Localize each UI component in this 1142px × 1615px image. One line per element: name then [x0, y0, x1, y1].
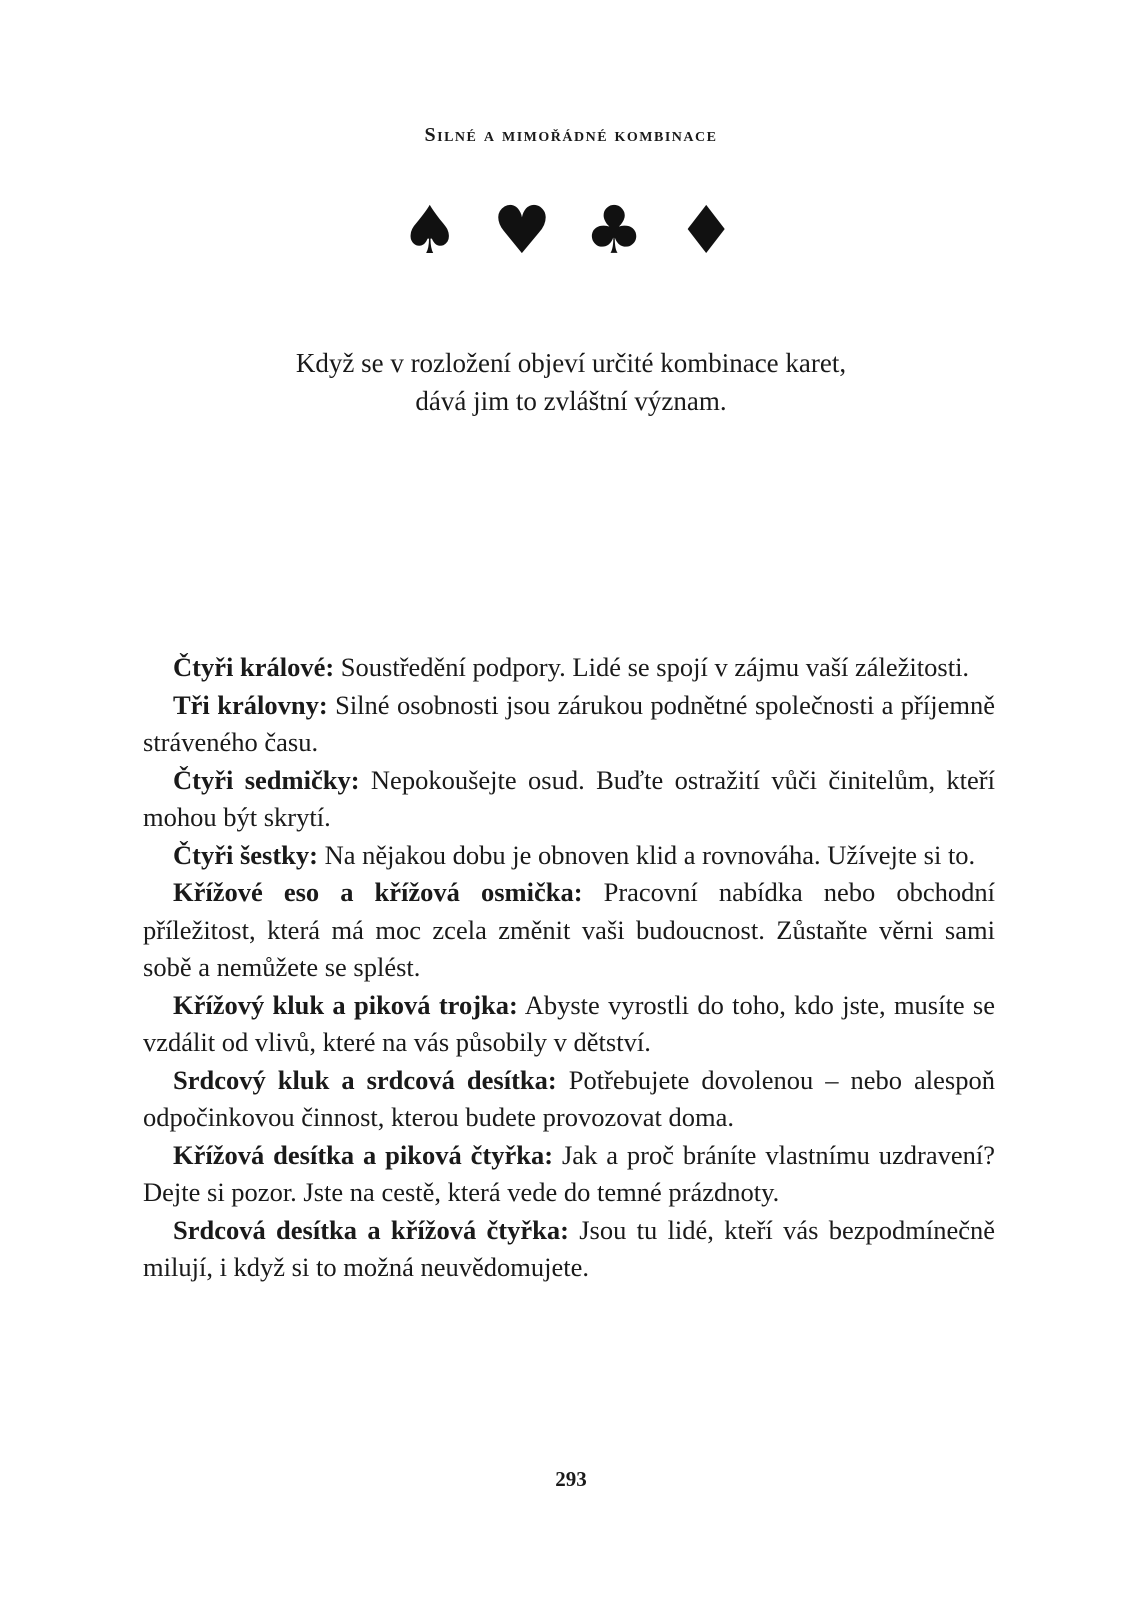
entry-term: Čtyři králové:: [173, 652, 335, 682]
entry-text: Silné osobnosti jsou zárukou podnětné společnosti a příjemně stráveného času.: [143, 689, 995, 757]
entry-term: Křížový kluk a piková trojka:: [173, 989, 518, 1020]
intro-line: dává jim to zvláštní význam.: [415, 386, 727, 416]
entry-text: Nepokoušejte osud. Buďte ostražití vůči činitelům, kteří mohou být skrytí.: [143, 764, 995, 832]
entry-text: Na nějakou dobu je obnoven klid a rovnováha. Užívejte si to.: [318, 839, 976, 870]
entry-term: Tři královny:: [173, 689, 328, 720]
spade-icon: ♠: [400, 192, 466, 269]
entry-text: Abyste vyrostli do toho, kdo jste, musíte se vzdálit od vlivů, které na vás působily v dětství.: [143, 989, 995, 1057]
combination-entry: [143, 687, 995, 762]
combination-entry: [143, 874, 995, 987]
entry-text: Jsou tu lidé, kteří vás bezpodmínečně milují, i když si to možná neuvědomujete.: [143, 1214, 995, 1282]
combination-entry: [143, 762, 995, 837]
combination-entry: [143, 837, 995, 875]
combination-entry: [143, 1062, 995, 1137]
entry-text: Jak a proč bráníte vlastnímu uzdravení? Dejte si pozor. Jste na cestě, která vede do temné prázdnoty.: [143, 1139, 995, 1207]
page-number: 293: [555, 1467, 587, 1491]
combination-entry: [143, 987, 995, 1062]
entry-term: Srdcová desítka a křížová čtyřka:: [173, 1214, 569, 1245]
club-icon: ♣: [584, 192, 650, 269]
card-suits-ornament: [0, 192, 1142, 269]
entry-term: Srdcový kluk a srdcová desítka:: [173, 1064, 557, 1095]
entry-text: Potřebujete dovolenou – nebo alespoň odpočinkovou činnost, kterou budete provozovat doma.: [143, 1064, 995, 1132]
entry-term: Křížová desítka a piková čtyřka:: [173, 1139, 554, 1170]
intro-line: Když se v rozložení objeví určité kombinace karet,: [295, 348, 847, 378]
entry-term: Křížové eso a křížová osmička:: [173, 877, 583, 907]
entry-text: Pracovní nabídka nebo obchodní příležitost, která má moc zcela změnit vaši budoucnost. Zůstaňte věrni sami sobě a nemůžete se splést.: [143, 877, 995, 982]
combination-entry: [143, 649, 995, 687]
heart-icon: ♥: [492, 192, 558, 269]
combination-entry: [143, 1212, 995, 1287]
entry-term: Čtyři šestky:: [173, 839, 318, 870]
diamond-icon: ♦: [676, 192, 742, 269]
entry-term: Čtyři sedmičky:: [173, 764, 360, 795]
combination-entry: [143, 1137, 995, 1212]
entry-text: Soustředění podpory. Lidé se spojí v zájmu vaší záležitosti.: [334, 652, 970, 682]
intro-text: [0, 344, 1142, 420]
combination-list: [143, 649, 995, 1287]
chapter-title: Silné a mimořádné kombinace: [424, 124, 718, 146]
